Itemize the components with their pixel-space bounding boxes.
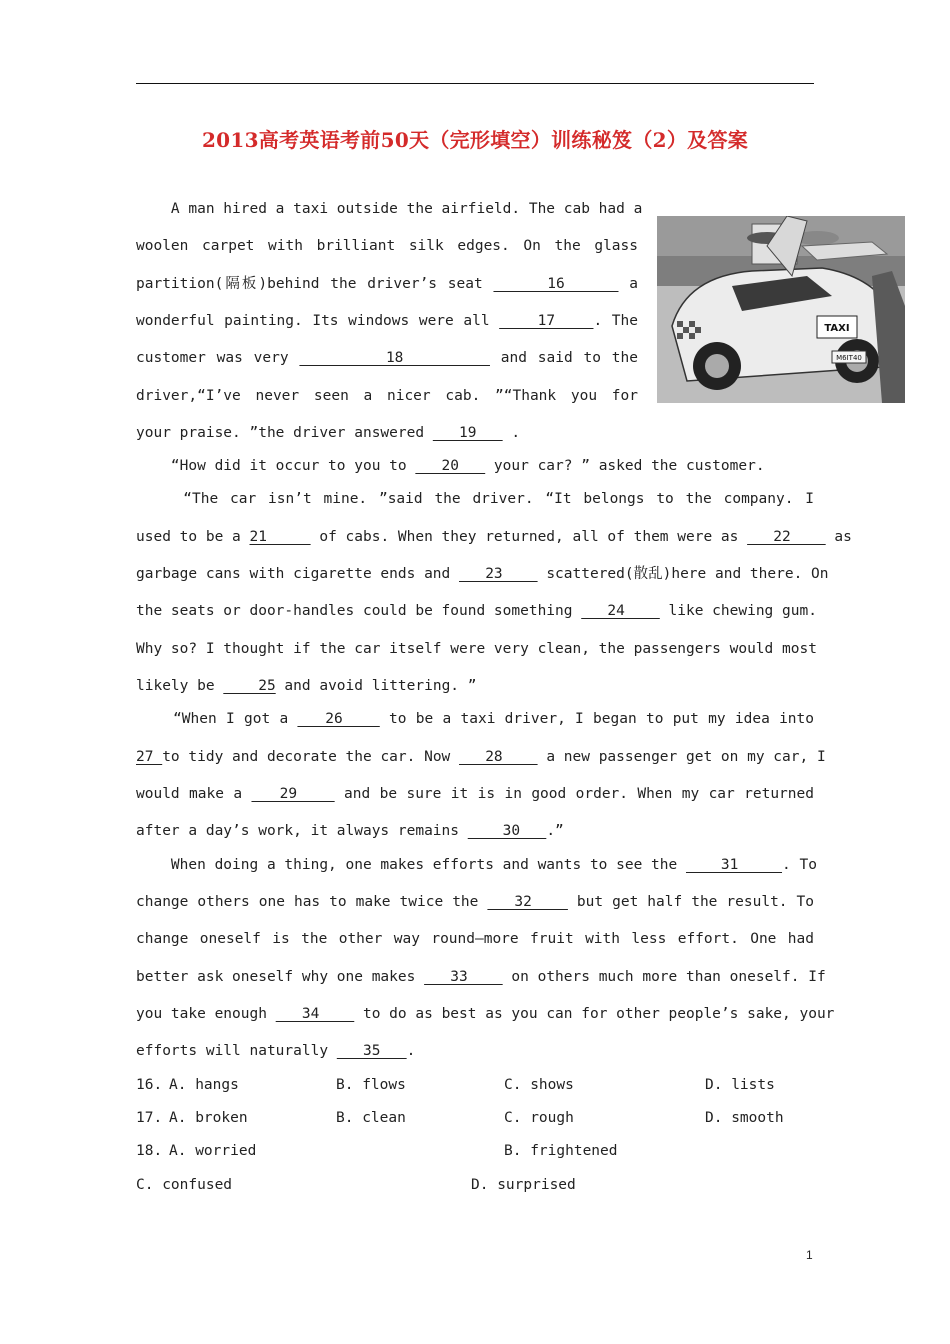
question-16-number: 16. xyxy=(136,1077,163,1093)
blank-30[interactable]: 30 xyxy=(467,823,547,839)
taxi-sign-text: TAXI xyxy=(824,323,850,334)
blank-18[interactable]: 18 xyxy=(299,350,490,366)
passage-line-13: Why so? I thought if the car itself were very clean, the passengers would most xyxy=(136,641,817,657)
option-17-b[interactable]: B. clean xyxy=(336,1110,406,1126)
option-18-b[interactable]: B. frightened xyxy=(504,1143,618,1159)
passage-line-16: 27 to tidy and decorate the car. Now 28 a new passenger get on my car, I xyxy=(136,749,826,765)
blank-20[interactable]: 20 xyxy=(415,458,486,474)
taxi-car-image xyxy=(657,216,905,403)
passage-line-9: “The car isn’t mine. ”said the driver. “It belongs to the company. I xyxy=(136,491,814,507)
blank-19[interactable]: 19 xyxy=(432,425,503,441)
option-18-d[interactable]: D. surprised xyxy=(471,1177,576,1193)
passage-line-4: wonderful painting. Its windows were all 17 . The xyxy=(136,313,638,329)
passage-line-10: used to be a 21 of cabs. When they returned, all of them were as 22 as xyxy=(136,529,852,545)
blank-27[interactable]: 27 xyxy=(136,749,163,765)
passage-line-22: better ask oneself why one makes 33 on others much more than oneself. If xyxy=(136,969,826,985)
option-16-c[interactable]: C. shows xyxy=(504,1077,574,1093)
option-17-c[interactable]: C. rough xyxy=(504,1110,574,1126)
passage-line-15: “When I got a 26 to be a taxi driver, I began to put my idea into xyxy=(136,711,814,727)
passage-line-17: would make a 29 and be sure it is in good order. When my car returned xyxy=(136,786,814,802)
blank-16[interactable]: 16 xyxy=(493,276,619,292)
passage-line-20: change others one has to make twice the 32 but get half the result. To xyxy=(136,894,814,910)
passage-line-18: after a day’s work, it always remains 30 .” xyxy=(136,823,564,839)
header-rule xyxy=(136,83,814,84)
blank-35[interactable]: 35 xyxy=(336,1043,407,1059)
blank-32[interactable]: 32 xyxy=(487,894,568,910)
passage-line-23: you take enough 34 to do as best as you can for other people’s sake, your xyxy=(136,1006,835,1022)
blank-33[interactable]: 33 xyxy=(424,969,503,985)
page-title: 2013高考英语考前50天（完形填空）训练秘笈（2）及答案 xyxy=(201,128,749,152)
passage-line-7: your praise. ”the driver answered 19 . xyxy=(136,425,521,441)
passage-line-14: likely be 25 and avoid littering. ” xyxy=(136,678,477,694)
question-18-number: 18. xyxy=(136,1143,163,1159)
passage-line-21: change oneself is the other way round—more fruit with less effort. One had xyxy=(136,931,814,947)
passage-line-19: When doing a thing, one makes efforts and wants to see the 31 . To xyxy=(136,857,817,873)
option-18-a[interactable]: A. worried xyxy=(169,1143,257,1159)
passage-line-24: efforts will naturally 35 . xyxy=(136,1043,416,1059)
option-16-b[interactable]: B. flows xyxy=(336,1077,406,1093)
blank-23[interactable]: 23 xyxy=(459,566,538,582)
option-17-a[interactable]: A. broken xyxy=(169,1110,248,1126)
blank-17[interactable]: 17 xyxy=(499,313,594,329)
blank-31[interactable]: 31 xyxy=(685,857,783,873)
taxi-photo xyxy=(657,216,905,403)
blank-21[interactable]: 21 xyxy=(249,529,311,545)
passage-line-5: customer was very 18 and said to the xyxy=(136,350,638,366)
blank-22[interactable]: 22 xyxy=(747,529,826,545)
passage-line-6: driver,“I’ve never seen a nicer cab. ”“Thank you for xyxy=(136,388,638,404)
passage-line-2: woolen carpet with brilliant silk edges. On the glass xyxy=(136,238,638,254)
blank-25[interactable]: 25 xyxy=(223,678,276,694)
passage-line-11: garbage cans with cigarette ends and 23 scattered(散乱)here and there. On xyxy=(136,566,829,582)
blank-26[interactable]: 26 xyxy=(297,711,380,727)
passage-line-1: A man hired a taxi outside the airfield. The cab had a xyxy=(136,201,643,217)
passage-line-12: the seats or door-handles could be found something 24 like chewing gum. xyxy=(136,603,817,619)
page-number: 1 xyxy=(806,1248,813,1262)
blank-24[interactable]: 24 xyxy=(581,603,660,619)
passage-line-3: partition(隔板)behind the driver’s seat 16 a xyxy=(136,276,638,292)
option-17-d[interactable]: D. smooth xyxy=(705,1110,784,1126)
option-16-d[interactable]: D. lists xyxy=(705,1077,775,1093)
blank-28[interactable]: 28 xyxy=(459,749,538,765)
option-16-a[interactable]: A. hangs xyxy=(169,1077,239,1093)
blank-29[interactable]: 29 xyxy=(251,786,335,802)
license-plate-text: M6IT40 xyxy=(836,354,862,362)
option-18-c[interactable]: C. confused xyxy=(136,1177,233,1193)
question-17-number: 17. xyxy=(136,1110,163,1126)
passage-line-8: “How did it occur to you to 20 your car? ” asked the customer. xyxy=(136,458,765,474)
blank-34[interactable]: 34 xyxy=(275,1006,355,1022)
